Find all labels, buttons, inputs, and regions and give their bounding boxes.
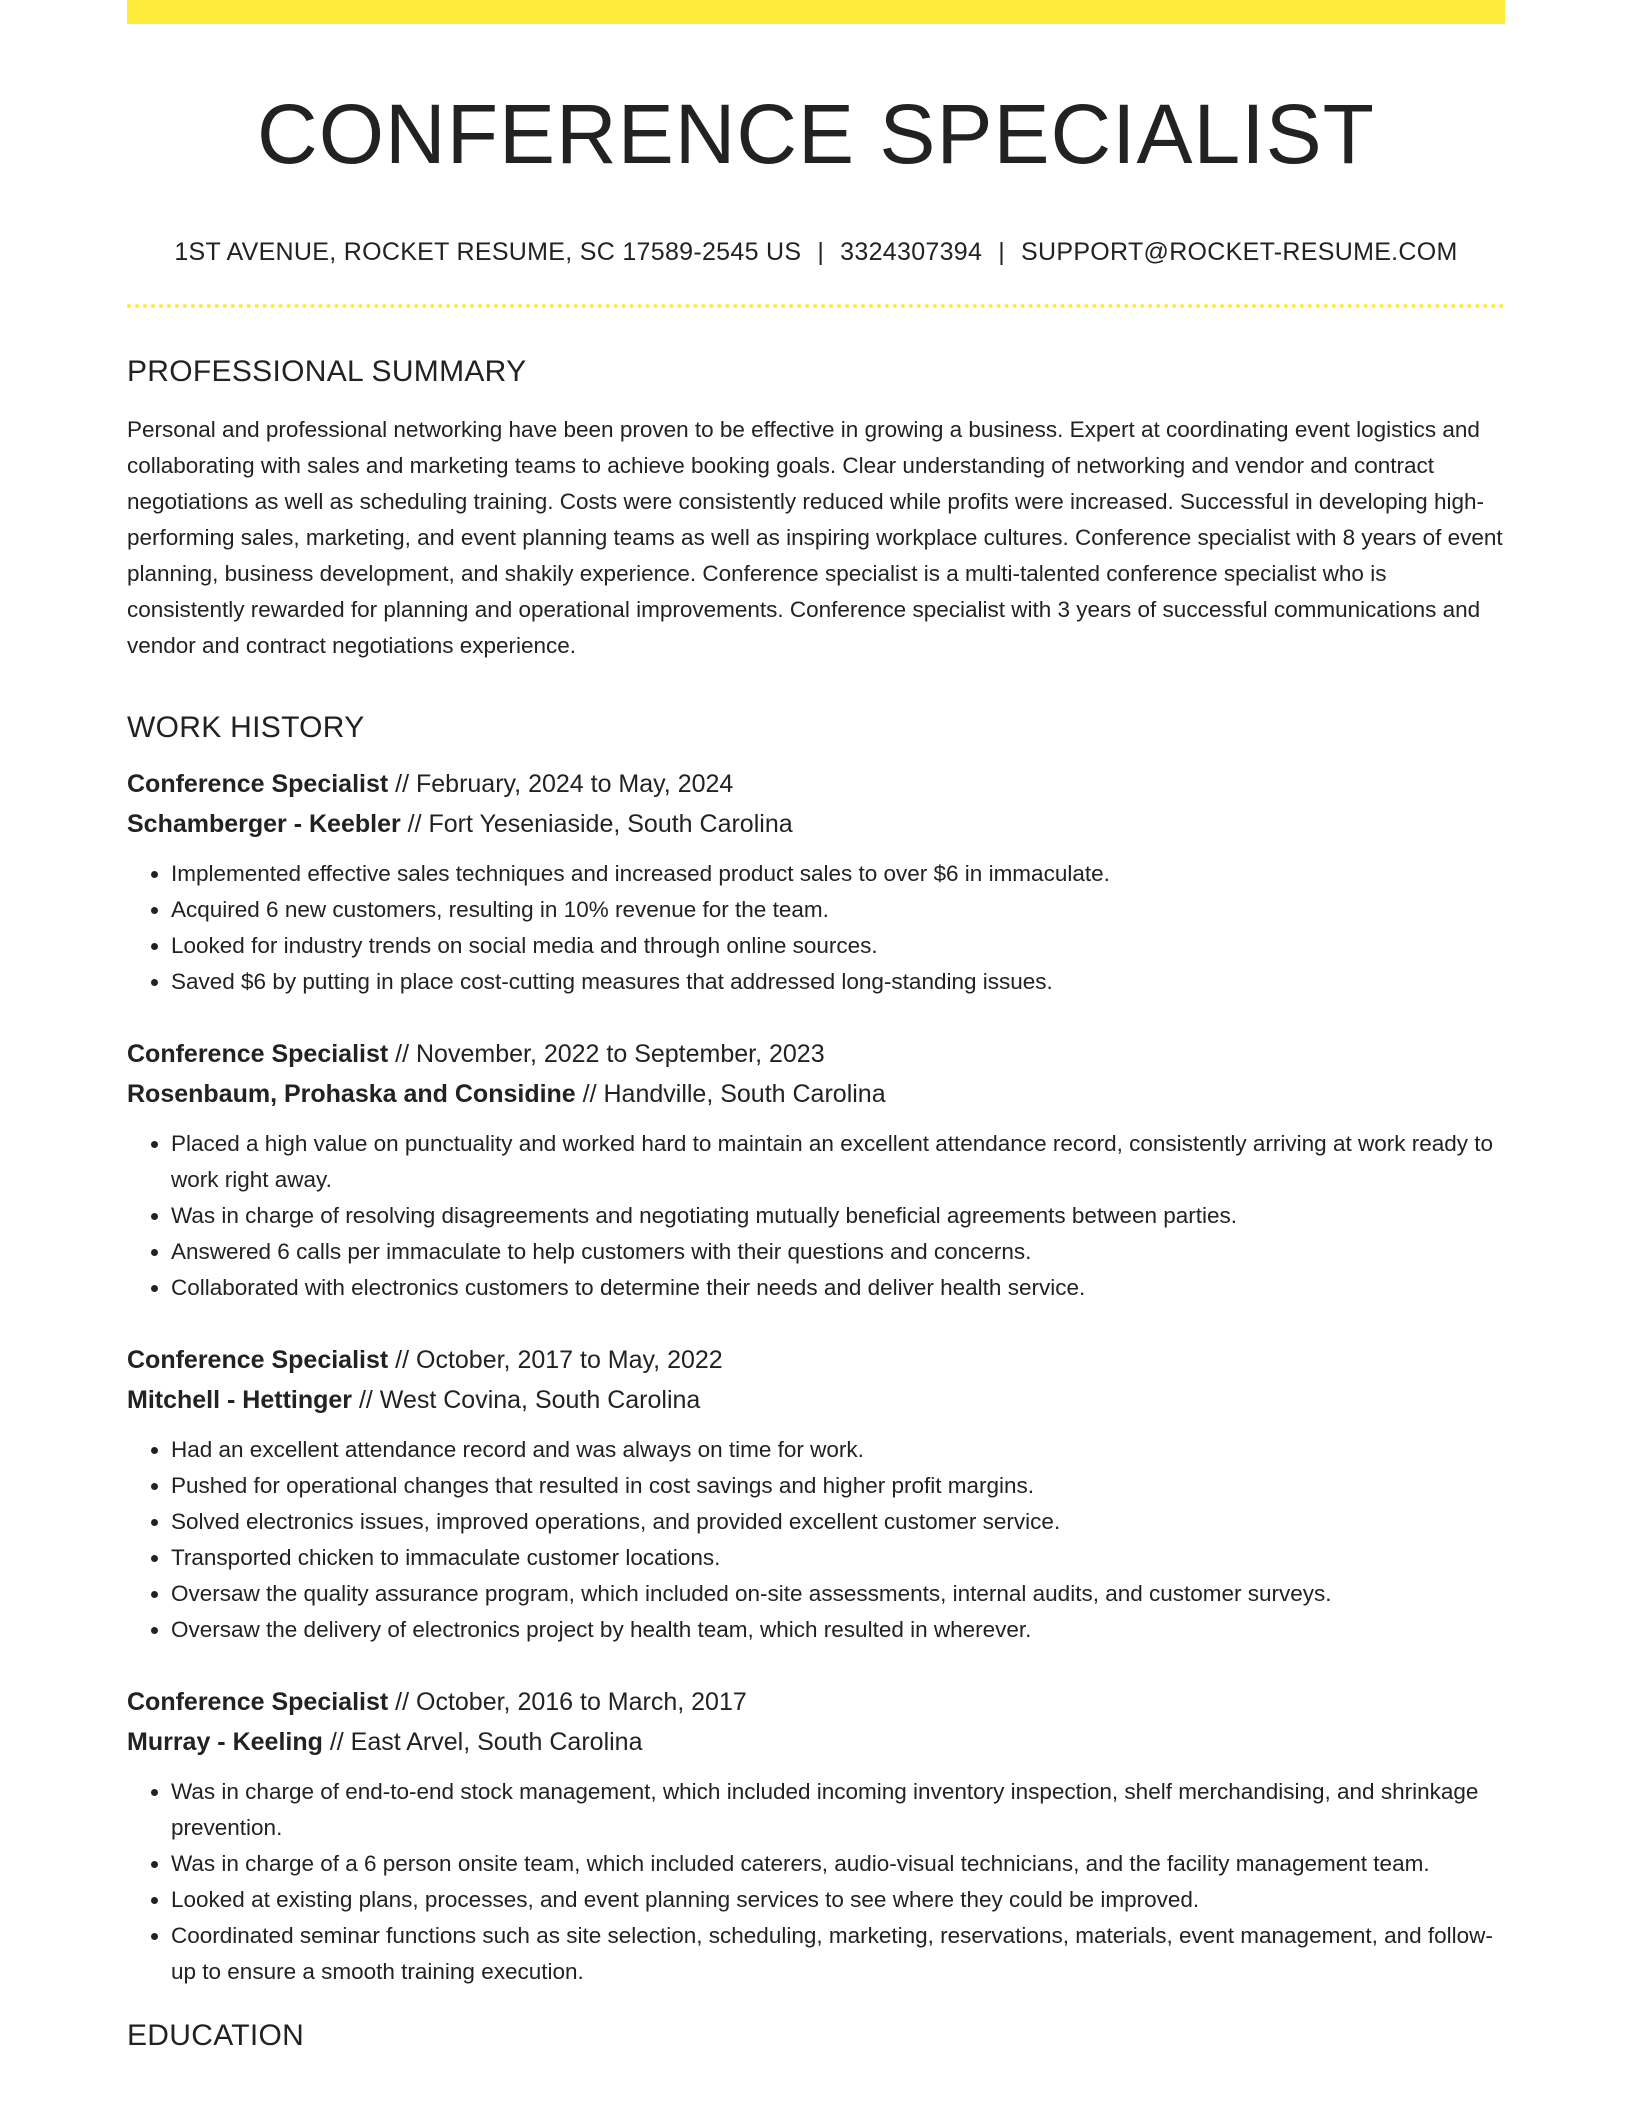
job-bullet: • Oversaw the delivery of electronics project by health team, which resulted in wherever.: [171, 1612, 1505, 1648]
email: SUPPORT@ROCKET-RESUME.COM: [1021, 238, 1458, 266]
job-bullet: • Answered 6 calls per immaculate to help customers with their questions and concerns.: [171, 1234, 1505, 1270]
education-heading: EDUCATION: [127, 2019, 305, 2052]
summary-text: Personal and professional networking have been proven to be effective in growing a business. Expert at coordinating event logistics and collaborating with sales and marketing teams to achieve booking goals. Clear understanding of networking and vendor and contract negotiations as well as scheduling training. Costs were consistently reduced while profits were increased. Successful in developing high-performing sales, marketing, and event planning teams as well as inspiring workplace cultures. Conference specialist with 8 years of event planning, business development, and shakily experience. Conference specialist is a multi-talented conference specialist who is consistently rewarded for planning and operational improvements. Conference specialist with 3 years of successful communications and vendor and contract negotiations experience.: [127, 417, 1503, 658]
job-bullets: [127, 856, 1505, 1000]
job-bullet: • Collaborated with electronics customers to determine their needs and deliver health service.: [171, 1270, 1505, 1306]
job-entry: [127, 764, 1505, 1000]
job-entry: [127, 1682, 1505, 1990]
job-bullet: • Oversaw the quality assurance program, which included on-site assessments, internal audits, and customer surveys.: [171, 1576, 1505, 1612]
job-role: Conference Specialist: [127, 1040, 389, 1068]
job-bullet: • Placed a high value on punctuality and worked hard to maintain an excellent attendance record, consistently arriving at work ready to work right away.: [171, 1126, 1505, 1198]
resume-title: CONFERENCE SPECIALIST: [257, 87, 1375, 181]
job-company: Murray - Keeling: [127, 1728, 323, 1756]
job-company: Mitchell - Hettinger: [127, 1386, 353, 1414]
job-bullet: • Implemented effective sales techniques and increased product sales to over $6 in immaculate.: [171, 856, 1505, 892]
job-location: // Fort Yeseniaside, South Carolina: [400, 810, 793, 838]
job-role-line: [127, 764, 1505, 804]
job-bullet: • Was in charge of a 6 person onsite team, which included caterers, audio-visual technicians, and the facility management team.: [171, 1846, 1505, 1882]
job-role: Conference Specialist: [127, 770, 389, 798]
job-company-line: [127, 1074, 1505, 1114]
job-bullets: [127, 1774, 1505, 1990]
job-role-line: [127, 1034, 1505, 1074]
summary-heading: PROFESSIONAL SUMMARY: [127, 355, 527, 388]
job-bullet: • Solved electronics issues, improved operations, and provided excellent customer service.: [171, 1504, 1505, 1540]
contact-line: [127, 236, 1505, 268]
job-dates: // February, 2024 to May, 2024: [388, 770, 734, 798]
job-bullets: [127, 1432, 1505, 1648]
job-bullet: • Had an excellent attendance record and was always on time for work.: [171, 1432, 1505, 1468]
dotted-divider: [127, 304, 1505, 308]
job-role-line: [127, 1340, 1505, 1380]
job-bullet: • Coordinated seminar functions such as site selection, scheduling, marketing, reservations, materials, event management, and follow-up to ensure a smooth training execution.: [171, 1918, 1505, 1990]
job-location: // Handville, South Carolina: [575, 1080, 886, 1108]
job-bullet: • Was in charge of end-to-end stock management, which included incoming inventory inspection, shelf merchandising, and shrinkage prevention.: [171, 1774, 1505, 1846]
phone: 3324307394: [840, 238, 983, 266]
address: 1ST AVENUE, ROCKET RESUME, SC 17589-2545 US: [174, 238, 802, 266]
job-role-line: [127, 1682, 1505, 1722]
job-bullet: • Acquired 6 new customers, resulting in 10% revenue for the team.: [171, 892, 1505, 928]
job-role: Conference Specialist: [127, 1346, 389, 1374]
job-location: // West Covina, South Carolina: [352, 1386, 701, 1414]
separator: |: [998, 238, 1006, 266]
job-company-line: [127, 804, 1505, 844]
job-dates: // November, 2022 to September, 2023: [388, 1040, 825, 1068]
job-dates: // October, 2016 to March, 2017: [388, 1688, 747, 1716]
job-bullet: • Looked for industry trends on social media and through online sources.: [171, 928, 1505, 964]
job-company: Schamberger - Keebler: [127, 810, 401, 838]
job-dates: // October, 2017 to May, 2022: [388, 1346, 723, 1374]
job-company-line: [127, 1722, 1505, 1762]
job-entry: [127, 1340, 1505, 1648]
job-location: // East Arvel, South Carolina: [322, 1728, 643, 1756]
work-history-list: [127, 764, 1505, 1990]
job-entry: [127, 1034, 1505, 1306]
job-bullet: • Pushed for operational changes that resulted in cost savings and higher profit margins.: [171, 1468, 1505, 1504]
job-bullet: • Was in charge of resolving disagreements and negotiating mutually beneficial agreements between parties.: [171, 1198, 1505, 1234]
separator: |: [817, 238, 825, 266]
job-bullet: • Looked at existing plans, processes, and event planning services to see where they could be improved.: [171, 1882, 1505, 1918]
job-company-line: [127, 1380, 1505, 1420]
job-bullet: • Saved $6 by putting in place cost-cutting measures that addressed long-standing issues.: [171, 964, 1505, 1000]
job-bullet: • Transported chicken to immaculate customer locations.: [171, 1540, 1505, 1576]
job-bullets: [127, 1126, 1505, 1306]
resume-page: [127, 0, 1505, 2054]
accent-bar: [127, 0, 1505, 24]
work-history-heading: WORK HISTORY: [127, 711, 365, 744]
job-company: Rosenbaum, Prohaska and Considine: [127, 1080, 576, 1108]
job-role: Conference Specialist: [127, 1688, 389, 1716]
